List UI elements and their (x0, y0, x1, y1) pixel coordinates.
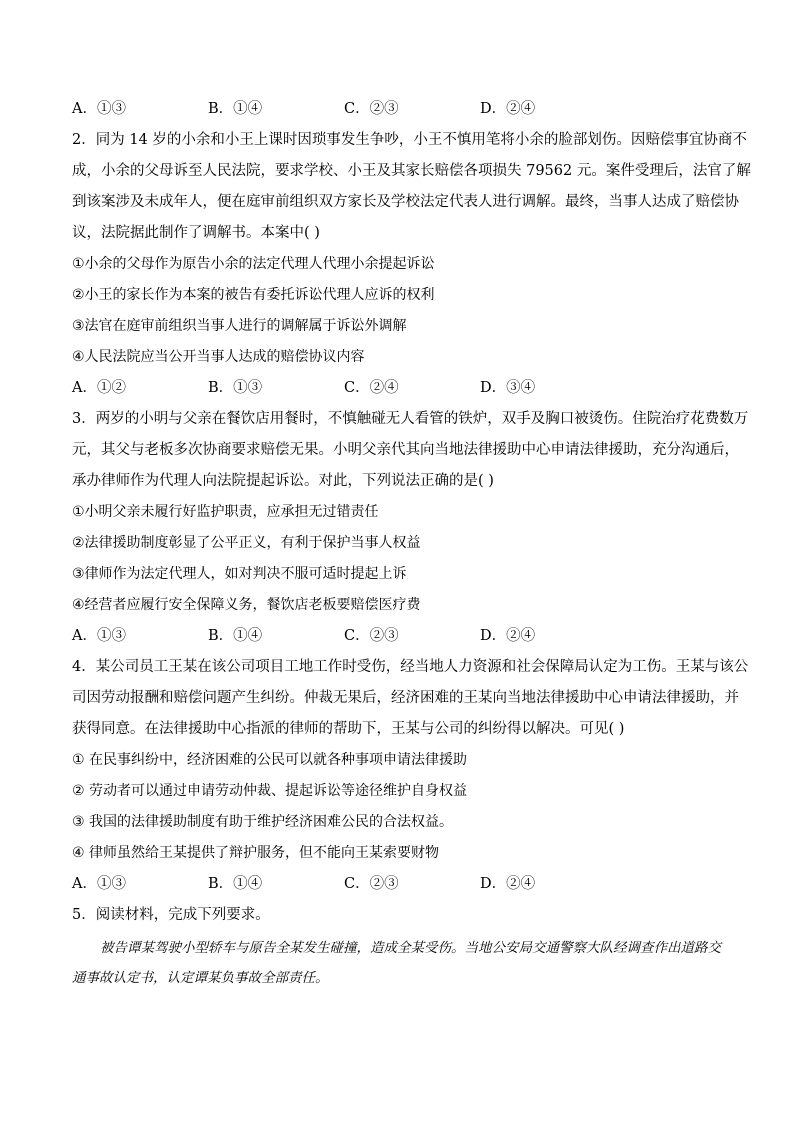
q5-material: 被告谭某驾驶小型轿车与原告全某发生碰撞，造成全某受伤。当地公安局交通警察大队经调查作出道路交通事故认定书，认定谭某负事故全部责任。 (72, 940, 721, 986)
q3-statement-1: ①小明父亲未履行好监护职责，应承担无过错责任 (72, 504, 379, 520)
q4-stem-line: 司因劳动报酬和赔偿问题产生纠纷。仲裁无果后，经济困难的王某向当地法律援助中心申请法律援助，并 (72, 690, 739, 706)
q3-option-c: C．②③ (344, 628, 399, 644)
q2-statement-4: ④人民法院应当公开当事人达成的赔偿协议内容 (72, 349, 365, 365)
q2-stem-line: 成，小余的父母诉至人民法院，要求学校、小王及其家长赔偿各项损失 79562 元。案件受理后，法官了解 (72, 163, 751, 179)
q2-stem-line: 2．同为 14 岁的小余和小王上课时因琐事发生争吵，小王不慎用笔将小余的脸部划伤。因赔偿事宜协商不 (72, 132, 747, 148)
q5-stem: 5．阅读材料，完成下列要求。 (72, 907, 270, 923)
q4-statement-1: ① 在民事纠纷中，经济困难的公民可以就各种事项申请法律援助 (72, 752, 467, 768)
q4-options (72, 869, 724, 900)
q3-stem-line: 3．两岁的小明与父亲在餐饮店用餐时，不慎触碰无人看管的铁炉，双手及胸口被烫伤。住院治疗花费数万 (72, 411, 749, 427)
question-5 (72, 900, 724, 993)
q2-statement-1: ①小余的父母作为原告小余的法定代理人代理小余提起诉讼 (72, 256, 435, 272)
q2-option-b: B．①③ (208, 380, 263, 396)
q2-option-d: D．③④ (480, 380, 536, 396)
q4-statement-2: ② 劳动者可以通过申请劳动仲裁、提起诉讼等途径维护自身权益 (72, 783, 467, 799)
q3-stem-line: 承办律师作为代理人向法院提起诉讼。对此，下列说法正确的是( ) (72, 473, 494, 489)
q3-option-d: D．②④ (480, 628, 536, 644)
q3-statement-4: ④经营者应履行安全保障义务，餐饮店老板要赔偿医疗费 (72, 597, 421, 613)
q4-stem-line: 获得同意。在法律援助中心指派的律师的帮助下，王某与公司的纠纷得以解决。可见( ) (72, 721, 625, 737)
q4-statement-4: ④ 律师虽然给王某提供了辩护服务，但不能向王某索要财物 (72, 845, 439, 861)
q4-option-d: D．②④ (480, 876, 536, 892)
q2-stem-line: 到该案涉及未成年人，便在庭审前组织双方家长及学校法定代表人进行调解。最终，当事人达成了赔偿协 (72, 194, 739, 210)
q3-statement-2: ②法律援助制度彰显了公平正义，有利于保护当事人权益 (72, 535, 421, 551)
q1-option-c: C．②③ (344, 101, 399, 117)
question-3 (72, 404, 749, 652)
q4-option-c: C．②③ (344, 876, 399, 892)
q2-statement-2: ②小王的家长作为本案的被告有委托诉讼代理人应诉的权利 (72, 287, 435, 303)
q2-option-c: C．②④ (344, 380, 399, 396)
q4-option-b: B．①④ (208, 876, 263, 892)
q2-stem-line: 议，法院据此制作了调解书。本案中( ) (72, 225, 320, 241)
q4-stem-line: 4．某公司员工王某在该公司项目工地工作时受伤，经当地人力资源和社会保障局认定为工伤。王某与该公 (72, 659, 749, 675)
q3-option-b: B．①④ (208, 628, 263, 644)
q2-statement-3: ③法官在庭审前组织当事人进行的调解属于诉讼外调解 (72, 318, 407, 334)
q1-option-b: B．①④ (208, 101, 263, 117)
q3-option-a: A．①③ (72, 628, 126, 644)
q3-statement-3: ③律师作为法定代理人，如对判决不服可适时提起上诉 (72, 566, 407, 582)
q3-stem-line: 元，其父与老板多次协商要求赔偿无果。小明父亲代其向当地法律援助中心申请法律援助，充分沟通后， (72, 442, 739, 458)
q4-option-a: A．①③ (72, 876, 126, 892)
q2-option-a: A．①② (72, 380, 126, 396)
q1-options (72, 94, 724, 125)
question-4 (72, 652, 749, 900)
q4-statement-3: ③ 我国的法律援助制度有助于维护经济困难公民的合法权益。 (72, 814, 453, 830)
q1-option-d: D．②④ (480, 101, 536, 117)
exam-page (72, 94, 751, 993)
q3-options (72, 621, 724, 652)
q1-option-a: A．①③ (72, 101, 126, 117)
question-2 (72, 125, 751, 404)
q2-options (72, 373, 724, 404)
